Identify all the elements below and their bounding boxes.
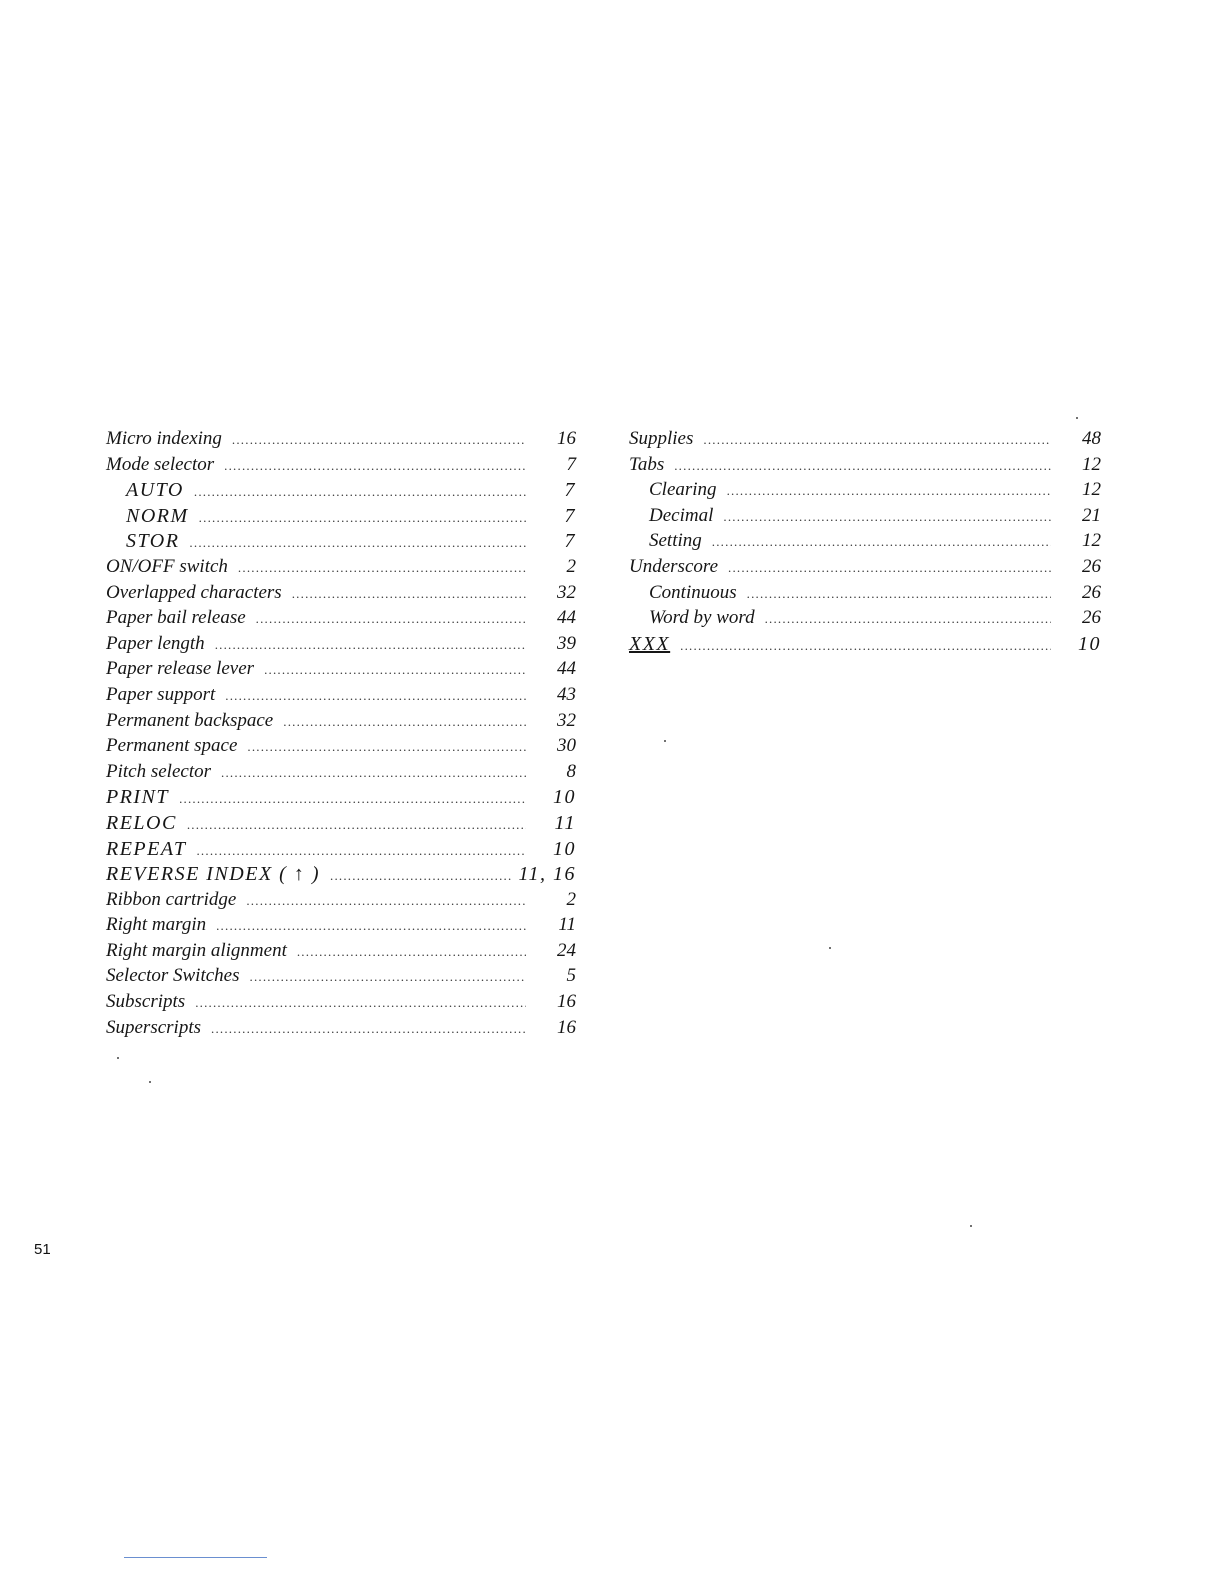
index-entry [106, 889, 576, 915]
index-term: Underscore [629, 555, 718, 577]
dot-leader [194, 484, 526, 500]
index-entry [106, 582, 576, 608]
dot-leader [765, 611, 1051, 627]
dot-leader [283, 714, 526, 730]
dot-leader [232, 432, 526, 448]
index-page-ref: 8 [566, 760, 576, 782]
index-term: Supplies [629, 428, 694, 449]
index-page-ref: 32 [557, 581, 576, 603]
index-entry [106, 428, 576, 454]
index-term: RELOC [106, 811, 177, 834]
index-entry [106, 1017, 576, 1043]
dot-leader [179, 791, 526, 807]
index-entry [106, 965, 576, 991]
index-page-ref: 30 [557, 735, 576, 757]
index-page-ref: 44 [557, 607, 576, 629]
dot-leader [747, 586, 1051, 602]
index-right-column [629, 428, 1101, 658]
dot-leader [216, 918, 526, 934]
index-page-ref: 2 [566, 555, 576, 577]
index-term: AUTO [126, 479, 184, 502]
index-term: Paper length [106, 632, 205, 654]
dot-leader [224, 458, 526, 474]
scan-speck [117, 1057, 119, 1059]
index-entry [106, 684, 576, 710]
index-term: Right margin alignment [106, 939, 287, 961]
index-subentry [629, 607, 1101, 633]
index-page-ref: 5 [566, 965, 576, 987]
index-subentry [629, 479, 1101, 505]
index-subentry [629, 582, 1101, 608]
index-page-ref: 32 [557, 709, 576, 731]
index-page-ref: 7 [566, 453, 576, 475]
index-term: Mode selector [106, 453, 215, 475]
dot-leader [225, 688, 526, 704]
index-page-ref: 11 [554, 811, 576, 834]
index-term: Overlapped characters [106, 581, 282, 603]
dot-leader [211, 1021, 526, 1037]
dot-leader [187, 817, 526, 833]
dot-leader [330, 868, 512, 884]
index-term: Word by word [649, 607, 755, 629]
index-term: Micro indexing [106, 428, 222, 449]
index-term: Right margin [106, 914, 207, 936]
index-entry [106, 633, 576, 659]
index-term: REVERSE INDEX ( ↑ ) [106, 863, 320, 886]
dot-leader [199, 510, 526, 526]
index-term: NORM [126, 504, 189, 527]
index-entry [106, 991, 576, 1017]
scan-speck [664, 740, 666, 742]
index-entry [629, 633, 1101, 659]
index-term: Ribbon cartridge [106, 888, 237, 910]
index-entry [629, 454, 1101, 480]
index-page-ref: 26 [1082, 581, 1101, 603]
index-page-ref: 7 [564, 530, 576, 553]
dot-leader [247, 739, 526, 755]
index-page-ref: 12 [1082, 530, 1101, 552]
index-term: Paper support [106, 683, 216, 705]
index-page-ref: 10 [553, 786, 576, 809]
dot-leader [712, 534, 1051, 550]
index-page-ref: 48 [1082, 428, 1101, 449]
index-page-ref: 7 [564, 479, 576, 502]
dot-leader [215, 637, 526, 653]
index-page-ref: 26 [1082, 555, 1101, 577]
scan-speck [1076, 417, 1078, 419]
index-page-ref: 2 [566, 888, 576, 910]
index-subentry [106, 505, 576, 531]
index-page-ref: 7 [564, 504, 576, 527]
index-subentry [629, 530, 1101, 556]
dot-leader [195, 995, 526, 1011]
dot-leader [292, 586, 526, 602]
index-term: STOR [126, 530, 180, 553]
index-entry [106, 761, 576, 787]
index-page-ref: 44 [557, 658, 576, 680]
index-page-ref: 39 [557, 632, 576, 654]
index-term: Setting [649, 530, 702, 552]
index-entry [106, 556, 576, 582]
index-term: Permanent space [106, 735, 238, 757]
index-page-ref: 10 [553, 837, 576, 860]
index-entry [106, 607, 576, 633]
index-term: Continuous [649, 581, 737, 603]
index-page-ref: 11, 16 [518, 863, 576, 886]
index-entry [106, 863, 576, 889]
index-page-ref: 21 [1082, 504, 1101, 526]
dot-leader [703, 432, 1051, 448]
index-entry [106, 914, 576, 940]
index-entry [106, 735, 576, 761]
dot-leader [297, 944, 526, 960]
index-left-column [106, 428, 576, 1042]
index-term: PRINT [106, 786, 170, 809]
index-term: Superscripts [106, 1016, 201, 1038]
index-term: ON/OFF switch [106, 555, 228, 577]
dot-leader [246, 893, 526, 909]
index-page-ref: 12 [1082, 479, 1101, 501]
index-term: Clearing [649, 479, 717, 501]
page-number: 51 [34, 1241, 51, 1258]
dot-leader [727, 483, 1051, 499]
scan-speck [149, 1081, 151, 1083]
index-page-ref: 16 [557, 1016, 576, 1038]
bottom-rule [124, 1557, 267, 1558]
scan-speck [970, 1225, 972, 1227]
index-entry [106, 658, 576, 684]
index-term: Permanent backspace [106, 709, 274, 731]
index-term: XXX [629, 632, 671, 655]
index-page-ref: 10 [1078, 632, 1101, 655]
index-subentry [106, 530, 576, 556]
index-entry [106, 710, 576, 736]
index-term: REPEAT [106, 837, 187, 860]
index-subentry [106, 479, 576, 505]
dot-leader [221, 765, 526, 781]
index-entry [629, 556, 1101, 582]
dot-leader [680, 638, 1051, 654]
index-page-ref: 11 [558, 914, 576, 936]
index-page-ref: 16 [557, 428, 576, 449]
index-term: Subscripts [106, 991, 186, 1013]
dot-leader [674, 458, 1051, 474]
index-entry [106, 838, 576, 864]
dot-leader [264, 662, 526, 678]
index-term: Pitch selector [106, 760, 211, 782]
index-term: Selector Switches [106, 965, 240, 987]
dot-leader [238, 560, 526, 576]
index-page-ref: 16 [557, 991, 576, 1013]
index-page-ref: 24 [557, 939, 576, 961]
index-page-ref: 12 [1082, 453, 1101, 475]
dot-leader [250, 969, 527, 985]
index-term: Paper bail release [106, 607, 246, 629]
dot-leader [196, 843, 526, 859]
dot-leader [728, 560, 1051, 576]
index-entry [106, 812, 576, 838]
index-page-ref: 43 [557, 683, 576, 705]
dot-leader [723, 509, 1051, 525]
index-page-ref: 26 [1082, 607, 1101, 629]
index-entry [106, 454, 576, 480]
index-term: Decimal [649, 504, 714, 526]
index-subentry [629, 505, 1101, 531]
index-term: Paper release lever [106, 658, 255, 680]
index-term: Tabs [629, 453, 665, 475]
dot-leader [256, 611, 526, 627]
scan-speck [829, 947, 831, 949]
index-entry [629, 428, 1101, 454]
index-entry [106, 940, 576, 966]
dot-leader [189, 535, 526, 551]
index-entry [106, 786, 576, 812]
